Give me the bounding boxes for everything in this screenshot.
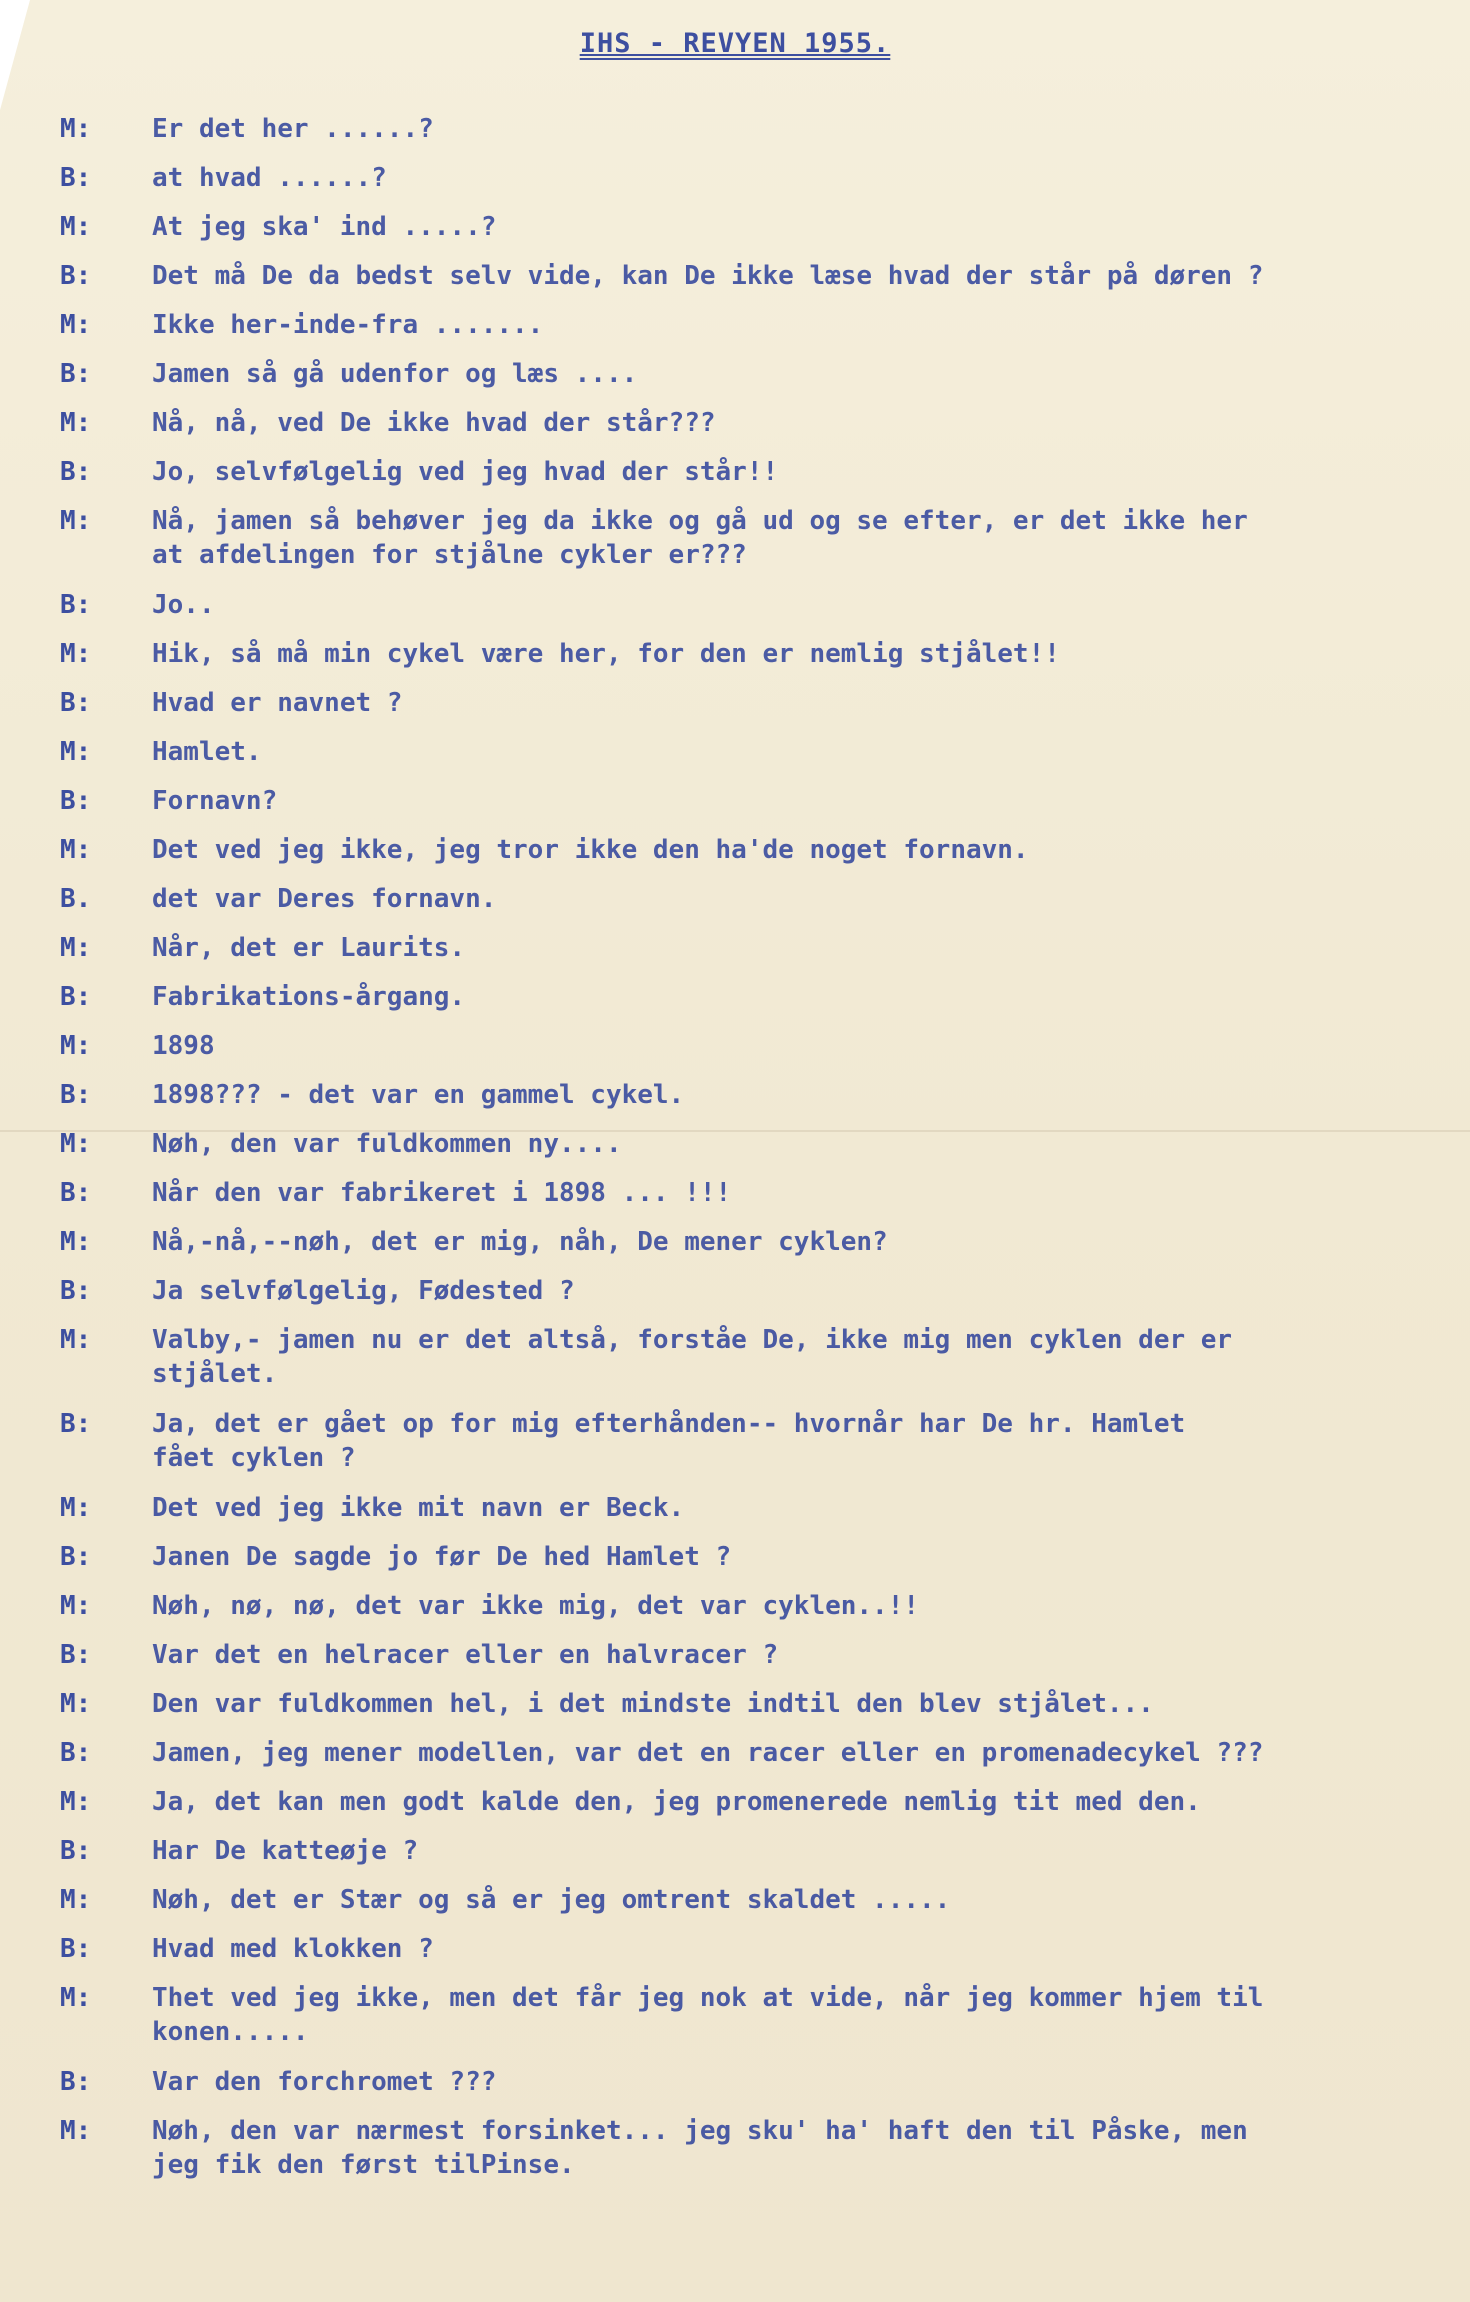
dialogue-line <box>60 686 1420 720</box>
speaker-label: M: <box>60 2116 92 2146</box>
speaker-label: M: <box>60 114 92 144</box>
dialogue-line <box>60 406 1420 440</box>
dialogue-text: Ja selvfølgelig, Fødested ? <box>152 1276 575 1306</box>
dialogue-text: Jo, selvfølgelig ved jeg hvad der står!! <box>152 457 779 487</box>
dialogue-line <box>60 1029 1420 1063</box>
dialogue-line <box>60 1407 1420 1475</box>
dialogue-line <box>60 259 1420 293</box>
dialogue-text: Nå, jamen så behøver jeg da ikke og gå ud og se efter, er det ikke her at afdelingen for stjålne cykler er??? <box>152 506 1248 570</box>
speaker-label: M: <box>60 310 92 340</box>
speaker-label: B: <box>60 688 92 718</box>
dialogue-line <box>60 833 1420 867</box>
dialogue-text: Jamen, jeg mener modellen, var det en racer eller en promenadecykel ??? <box>152 1738 1264 1768</box>
dialogue-line <box>60 1589 1420 1623</box>
dialogue-text: Ikke her-inde-fra ....... <box>152 310 544 340</box>
speaker-label: B: <box>60 786 92 816</box>
dialogue-line <box>60 1883 1420 1917</box>
dialogue-text: Nøh, det er Stær og så er jeg omtrent skaldet ..... <box>152 1885 951 1915</box>
dialogue-line <box>60 2065 1420 2099</box>
dialogue-line <box>60 1687 1420 1721</box>
dialogue-line <box>60 735 1420 769</box>
dialogue-text: det var Deres fornavn. <box>152 884 497 914</box>
speaker-label: M: <box>60 1325 92 1355</box>
dialogue-line <box>60 1225 1420 1259</box>
speaker-label: M: <box>60 639 92 669</box>
dialogue-line <box>60 1785 1420 1819</box>
dialogue-text: Thet ved jeg ikke, men det får jeg nok at vide, når jeg kommer hjem til konen..... <box>152 1983 1264 2047</box>
speaker-label: M: <box>60 835 92 865</box>
dialogue-text: Hamlet. <box>152 737 262 767</box>
speaker-label: B: <box>60 1542 92 1572</box>
dialogue-line <box>60 1834 1420 1868</box>
dialogue-text: 1898 <box>152 1031 215 1061</box>
speaker-label: B: <box>60 1409 92 1439</box>
dialogue-text: Jamen så gå udenfor og læs .... <box>152 359 638 389</box>
speaker-label: B. <box>60 884 92 914</box>
speaker-label: B: <box>60 1640 92 1670</box>
dialogue-text: Nøh, nø, nø, det var ikke mig, det var cyklen..!! <box>152 1591 920 1621</box>
dialogue-line <box>60 308 1420 342</box>
dialogue-line <box>60 882 1420 916</box>
speaker-label: M: <box>60 1983 92 2013</box>
dialogue-line <box>60 784 1420 818</box>
dialogue-text: Når, det er Laurits. <box>152 933 466 963</box>
dialogue-line <box>60 1736 1420 1770</box>
dialogue-text: Fornavn? <box>152 786 278 816</box>
dialogue-text: Janen De sagde jo før De hed Hamlet ? <box>152 1542 732 1572</box>
dialogue-line <box>60 455 1420 489</box>
dialogue-text: 1898??? - det var en gammel cykel. <box>152 1080 685 1110</box>
speaker-label: B: <box>60 1276 92 1306</box>
dialogue-line <box>60 1127 1420 1161</box>
dialogue-text: Jo.. <box>152 590 215 620</box>
dialogue-line <box>60 210 1420 244</box>
dialogue-text: Ja, det kan men godt kalde den, jeg promenerede nemlig tit med den. <box>152 1787 1201 1817</box>
speaker-label: M: <box>60 1787 92 1817</box>
speaker-label: B: <box>60 982 92 1012</box>
speaker-label: M: <box>60 212 92 242</box>
dialogue-text: at hvad ......? <box>152 163 387 193</box>
dialogue-text: Den var fuldkommen hel, i det mindste indtil den blev stjålet... <box>152 1689 1154 1719</box>
dialogue-line <box>60 1981 1420 2049</box>
dialogue-text: Det ved jeg ikke, jeg tror ikke den ha'de noget fornavn. <box>152 835 1029 865</box>
dialogue-line <box>60 504 1420 572</box>
speaker-label: M: <box>60 506 92 536</box>
speaker-label: M: <box>60 1031 92 1061</box>
speaker-label: M: <box>60 1493 92 1523</box>
speaker-label: M: <box>60 933 92 963</box>
speaker-label: M: <box>60 1591 92 1621</box>
speaker-label: M: <box>60 408 92 438</box>
dialogue-text: Når den var fabrikeret i 1898 ... !!! <box>152 1178 732 1208</box>
dialogue-line <box>60 357 1420 391</box>
speaker-label: B: <box>60 457 92 487</box>
dialogue-line <box>60 1323 1420 1391</box>
dialogue-line <box>60 1540 1420 1574</box>
dialogue-text: Hvad er navnet ? <box>152 688 403 718</box>
speaker-label: B: <box>60 1836 92 1866</box>
dialogue-line <box>60 112 1420 146</box>
dialogue-line <box>60 161 1420 195</box>
speaker-label: B: <box>60 359 92 389</box>
speaker-label: B: <box>60 163 92 193</box>
speaker-label: B: <box>60 1080 92 1110</box>
dialogue-text: Det ved jeg ikke mit navn er Beck. <box>152 1493 685 1523</box>
dialogue-line <box>60 931 1420 965</box>
dialogue-line <box>60 1491 1420 1525</box>
dialogue-line <box>60 1176 1420 1210</box>
speaker-label: M: <box>60 737 92 767</box>
dialogue-text: Valby,- jamen nu er det altså, forståe De, ikke mig men cyklen der er stjålet. <box>152 1325 1233 1389</box>
speaker-label: B: <box>60 261 92 291</box>
dialogue-line <box>60 980 1420 1014</box>
dialogue-line <box>60 637 1420 671</box>
dialogue-text: Fabrikations-årgang. <box>152 982 466 1012</box>
speaker-label: B: <box>60 590 92 620</box>
dialogue-line <box>60 1274 1420 1308</box>
dialogue-text: Nøh, den var nærmest forsinket... jeg sku' ha' haft den til Påske, men jeg fik den først tilPinse. <box>152 2116 1248 2180</box>
speaker-label: M: <box>60 1227 92 1257</box>
dialogue-text: At jeg ska' ind .....? <box>152 212 497 242</box>
speaker-label: M: <box>60 1885 92 1915</box>
dialogue-text: Nøh, den var fuldkommen ny.... <box>152 1129 622 1159</box>
speaker-label: M: <box>60 1129 92 1159</box>
dialogue-line <box>60 1638 1420 1672</box>
dialogue-text: Nå,-nå,--nøh, det er mig, nåh, De mener cyklen? <box>152 1227 888 1257</box>
speaker-label: B: <box>60 1178 92 1208</box>
dialogue-line <box>60 2114 1420 2182</box>
dialogue-text: Var det en helracer eller en halvracer ? <box>152 1640 779 1670</box>
dialogue-text: Hvad med klokken ? <box>152 1934 434 1964</box>
speaker-label: B: <box>60 2067 92 2097</box>
speaker-label: B: <box>60 1738 92 1768</box>
dialogue-text: Hik, så må min cykel være her, for den er nemlig stjålet!! <box>152 639 1060 669</box>
dialogue-text: Nå, nå, ved De ikke hvad der står??? <box>152 408 716 438</box>
dialogue-text: Var den forchromet ??? <box>152 2067 497 2097</box>
dialogue-line <box>60 1932 1420 1966</box>
dialogue-text: Er det her ......? <box>152 114 434 144</box>
dialogue-text: Ja, det er gået op for mig efterhånden-- hvornår har De hr. Hamlet fået cyklen ? <box>152 1409 1186 1473</box>
dialogue-text: Det må De da bedst selv vide, kan De ikke læse hvad der står på døren ? <box>152 261 1264 291</box>
speaker-label: B: <box>60 1934 92 1964</box>
speaker-label: M: <box>60 1689 92 1719</box>
document-title: IHS - REVYEN 1955. <box>579 28 891 59</box>
dialogue-text: Har De katteøje ? <box>152 1836 419 1866</box>
dialogue-line <box>60 1078 1420 1112</box>
dialogue-line <box>60 588 1420 622</box>
